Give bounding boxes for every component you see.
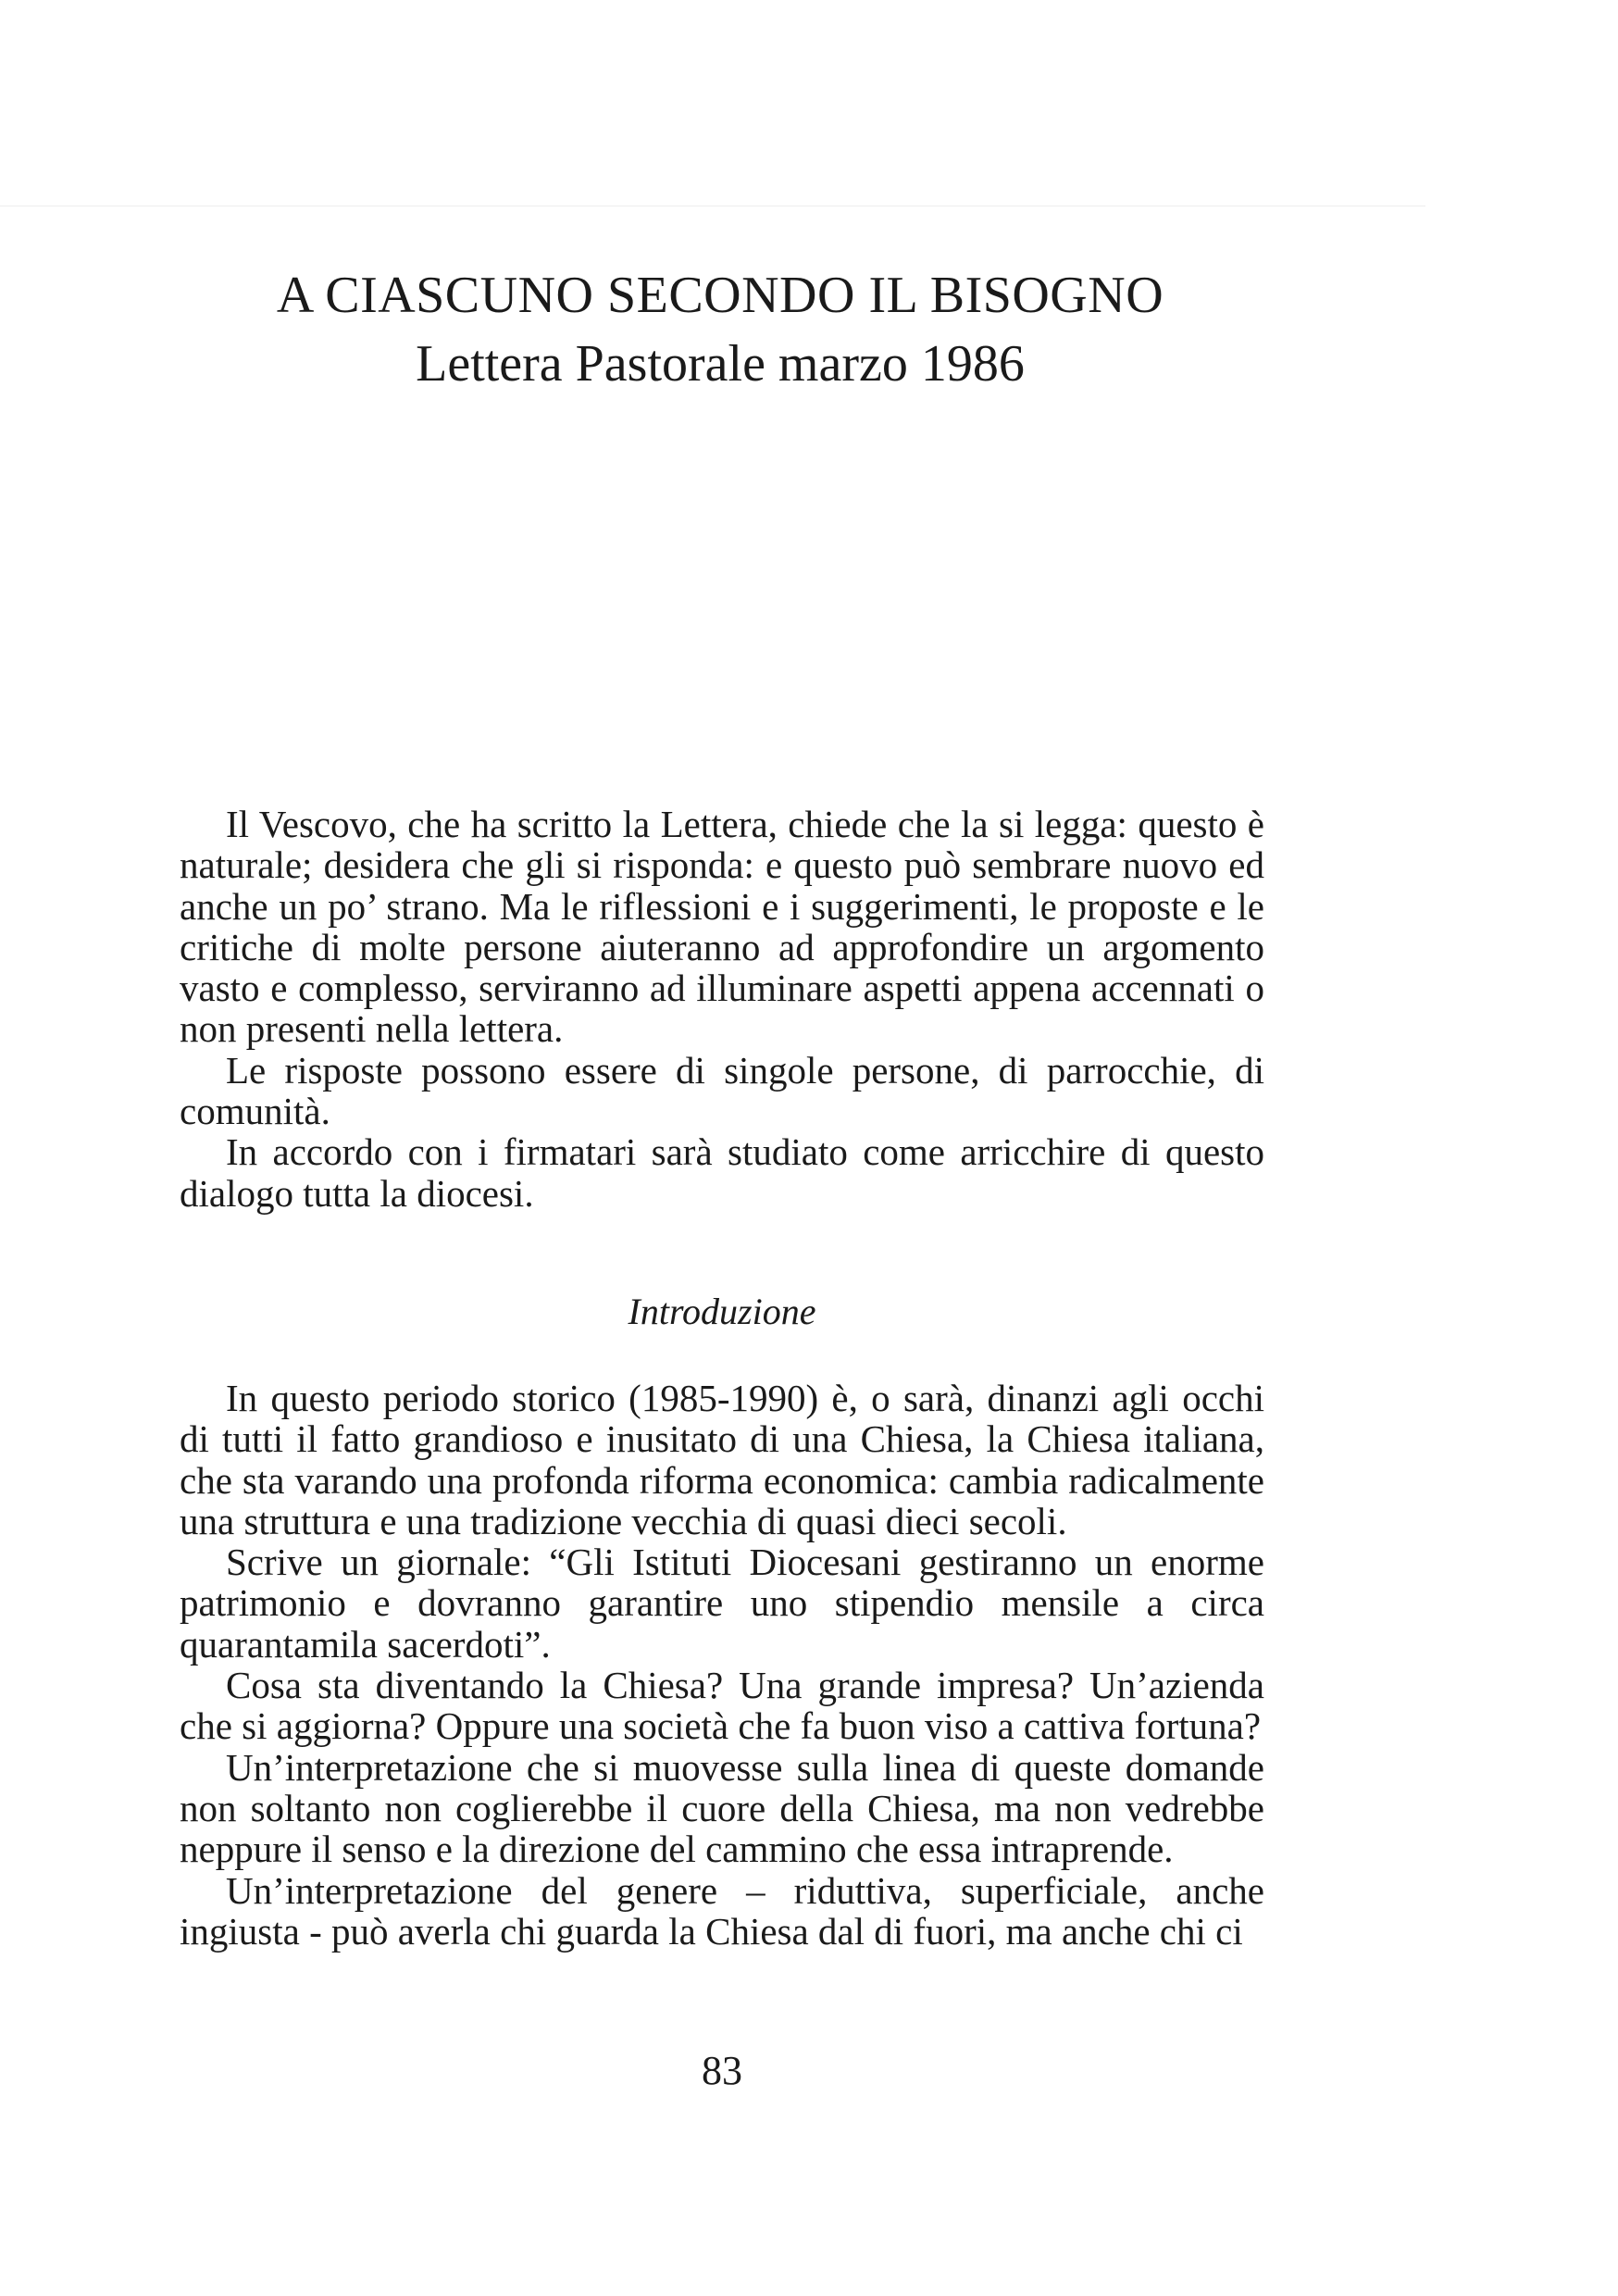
body-paragraph: Un’interpretazione che si muovesse sulla linea di queste domande non soltanto non coglierebbe il cuore della Chiesa, ma non vedrebbe neppure il senso e la direzione del cammino che essa intraprende.: [180, 1745, 1264, 1871]
body-paragraph: Cosa sta diventando la Chiesa? Una grande impresa? Un’azienda che si aggiorna? Oppure una società che fa buon viso a cattiva fortuna?: [180, 1664, 1264, 1748]
intro-paragraph: In accordo con i firmatari sarà studiato come arricchire di questo dialogo tutta la diocesi.: [180, 1130, 1264, 1215]
page-number: 83: [702, 2048, 742, 2093]
section-heading: Introduzione: [628, 1291, 816, 1332]
body-paragraph: Scrive un giornale: “Gli Istituti Diocesani gestiranno un enorme patrimonio e dovranno garantire uno stipendio mensile a circa quarantamila sacerdoti”.: [180, 1541, 1264, 1666]
intro-section: [180, 804, 1264, 1214]
title-block: [176, 261, 1264, 398]
intro-paragraph: Il Vescovo, che ha scritto la Lettera, chiede che la si legga: questo è naturale; desidera che gli si risponda: e questo può sembrare nuovo ed anche un po’ strano. Ma le riflessioni e i suggerimenti, le proposte e le critiche di molte persone aiuteranno ad approfondire un argomento vasto e complesso, serviranno ad illuminare aspetti appena accennati o non presenti nella lettera.: [180, 803, 1264, 1051]
page-subtitle: Lettera Pastorale marzo 1986: [416, 335, 1025, 393]
page-title: A CIASCUNO SECONDO IL BISOGNO: [276, 267, 1164, 324]
intro-paragraph: Le risposte possono essere di singole persone, di parrocchie, di comunità.: [180, 1048, 1264, 1133]
body-paragraph: In questo periodo storico (1985-1990) è, o sarà, dinanzi agli occhi di tutti il fatto grandioso e inusitato di una Chiesa, la Chiesa italiana, che sta varando una profonda riforma economica: cambia radicalmente una struttura e una tradizione vecchia di quasi dieci secoli.: [180, 1377, 1264, 1542]
body-paragraph: Un’interpretazione del genere – riduttiva, superficiale, anche ingiusta - può averla chi guarda la Chiesa dal di fuori, ma anche chi ci: [180, 1868, 1264, 1953]
section-body: [180, 1378, 1264, 1952]
